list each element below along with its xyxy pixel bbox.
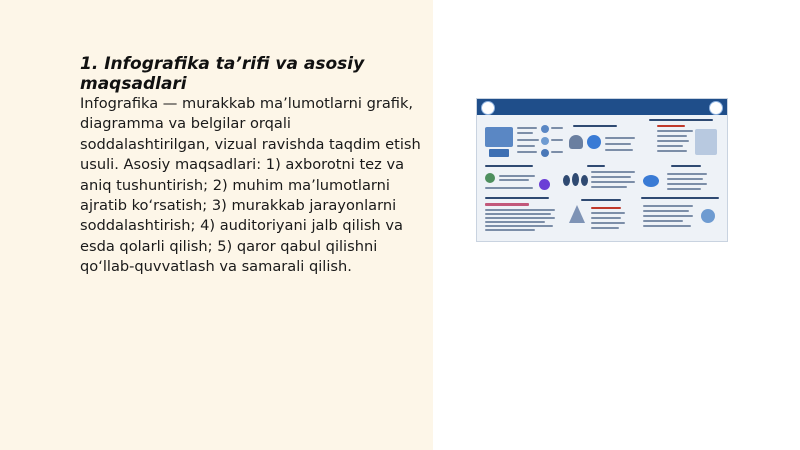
text-line: [485, 217, 555, 219]
text-line: [517, 139, 539, 141]
text-line: [485, 187, 533, 189]
slide-title: 1. Infografika ta’rifi va asosiy maqsadlari: [80, 54, 365, 94]
text-line: [499, 179, 529, 181]
text-line: [667, 188, 701, 190]
text-line: [657, 140, 689, 142]
text-line: [667, 173, 707, 175]
text-line: [517, 145, 535, 147]
text-line: [551, 139, 563, 141]
text-line: [591, 181, 635, 183]
emblem-icon: [709, 101, 723, 115]
text-line: [643, 205, 693, 207]
text-line: [657, 145, 683, 147]
cloud-icon: [643, 175, 659, 187]
person-icon: [572, 173, 579, 186]
chart-bubble: [539, 179, 550, 190]
map-graphic: [485, 173, 495, 183]
text-line: [591, 222, 625, 224]
text-line: [485, 221, 545, 223]
section-heading: [485, 165, 533, 167]
diagram-icon: [541, 137, 549, 145]
text-line: [643, 210, 689, 212]
monitor-graphic: [489, 149, 509, 157]
infographic-header: [477, 99, 727, 115]
emblem-icon: [481, 101, 495, 115]
section-heading: [573, 125, 617, 127]
person-icon: [581, 175, 588, 186]
people-graphic: [587, 135, 601, 149]
text-line: [657, 130, 693, 132]
text-line: [517, 151, 537, 153]
text-line: [591, 207, 621, 209]
highlight-bar: [485, 203, 529, 206]
text-line: [517, 127, 537, 129]
document-graphic: [695, 129, 717, 155]
text-line: [591, 212, 625, 214]
infographic-header-text: [499, 102, 709, 111]
text-line: [605, 137, 635, 139]
slide-body-text: Infografika — murakkab ma’lumotlarni grafik, diagramma va belgilar orqali soddalashtirilgan, vizual ravishda taqdim etish usuli. Asosiy maqsadlari: 1) axborotni tez va aniq tushuntirish; 2) muhim ma’lumotlarni ajratib ko‘rsatish; 3) murakkab jarayonlarni soddalashtirish; 4) auditoriyani jalb qilish va esda qolarli qilish; 5) qaror qabul qilishni qo‘llab-quvvatlash va samarali qilish.: [80, 95, 421, 276]
text-line: [485, 229, 535, 231]
text-line: [551, 127, 563, 129]
text-line: [499, 175, 535, 177]
text-line: [643, 220, 683, 222]
text-line: [657, 125, 685, 127]
text-line: [591, 217, 621, 219]
section-heading: [671, 165, 701, 167]
text-line: [551, 151, 563, 153]
text-line: [517, 132, 533, 134]
text-line: [591, 176, 631, 178]
text-line: [485, 209, 555, 211]
globe-icon: [701, 209, 715, 223]
section-heading: [485, 197, 549, 199]
text-line: [605, 149, 633, 151]
text-line: [485, 225, 553, 227]
diagram-icon: [541, 125, 549, 133]
text-line: [591, 171, 635, 173]
person-icon: [563, 175, 570, 186]
section-heading: [641, 197, 719, 199]
text-line: [657, 135, 687, 137]
text-line: [591, 186, 627, 188]
text-line: [657, 150, 687, 152]
text-line: [643, 215, 693, 217]
diagram-icon: [541, 149, 549, 157]
text-line: [667, 183, 707, 185]
section-heading: [649, 119, 713, 121]
text-line: [591, 227, 619, 229]
section-heading: [587, 165, 605, 167]
section-heading: [581, 199, 621, 201]
text-line: [485, 213, 551, 215]
pyramid-graphic: [569, 205, 585, 223]
text-line: [605, 143, 631, 145]
infographic-image: [476, 98, 728, 242]
people-graphic: [569, 135, 583, 149]
monitor-graphic: [485, 127, 513, 147]
text-line: [667, 178, 703, 180]
text-line: [643, 225, 691, 227]
